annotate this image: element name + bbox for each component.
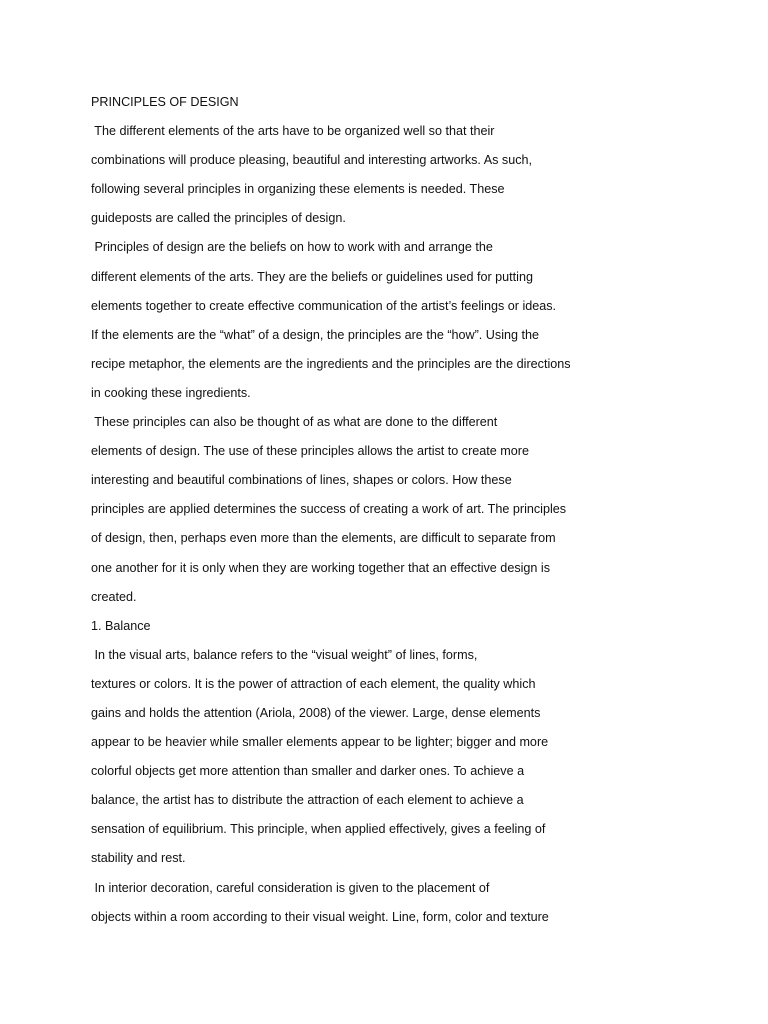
- text-line: combinations will produce pleasing, beautiful and interesting artworks. As such,: [91, 153, 533, 168]
- text-line: colorful objects get more attention than smaller and darker ones. To achieve a: [91, 764, 525, 779]
- text-line: Principles of design are the beliefs on how to work with and arrange the: [91, 240, 493, 255]
- text-line: interesting and beautiful combinations of lines, shapes or colors. How these: [91, 473, 512, 488]
- text-line: one another for it is only when they are working together that an effective design is: [91, 560, 551, 575]
- text-line: recipe metaphor, the elements are the ingredients and the principles are the directions: [91, 356, 571, 371]
- text-line: In interior decoration, careful consideration is given to the placement of: [91, 880, 490, 895]
- text-line: elements of design. The use of these principles allows the artist to create more: [91, 444, 529, 459]
- text-line: principles are applied determines the success of creating a work of art. The principles: [91, 502, 567, 517]
- text-line: If the elements are the “what” of a design, the principles are the “how”. Using the: [91, 327, 540, 342]
- text-line: of design, then, perhaps even more than the elements, are difficult to separate from: [91, 531, 556, 546]
- text-line: created.: [91, 589, 137, 604]
- text-line: textures or colors. It is the power of attraction of each element, the quality which: [91, 676, 536, 691]
- text-line: in cooking these ingredients.: [91, 385, 251, 400]
- text-line: In the visual arts, balance refers to the “visual weight” of lines, forms,: [91, 647, 478, 662]
- text-line: stability and rest.: [91, 851, 186, 866]
- text-line: gains and holds the attention (Ariola, 2008) of the viewer. Large, dense elements: [91, 705, 541, 720]
- text-line: objects within a room according to their visual weight. Line, form, color and texture: [91, 909, 549, 924]
- text-line: different elements of the arts. They are the beliefs or guidelines used for putting: [91, 269, 533, 284]
- text-line: guideposts are called the principles of design.: [91, 211, 346, 226]
- text-line: elements together to create effective communication of the artist’s feelings or ideas.: [91, 298, 557, 313]
- document-body: [91, 88, 731, 932]
- section-heading: PRINCIPLES OF DESIGN: [91, 95, 239, 109]
- text-line: The different elements of the arts have to be organized well so that their: [91, 124, 495, 139]
- text-line: sensation of equilibrium. This principle, when applied effectively, gives a feeling of: [91, 822, 546, 837]
- text-line: These principles can also be thought of as what are done to the different: [91, 415, 498, 430]
- subsection-heading: 1. Balance: [91, 618, 151, 633]
- text-line: balance, the artist has to distribute the attraction of each element to achieve a: [91, 793, 524, 808]
- text-line: appear to be heavier while smaller elements appear to be lighter; bigger and more: [91, 735, 549, 750]
- text-line: following several principles in organizing these elements is needed. These: [91, 182, 505, 197]
